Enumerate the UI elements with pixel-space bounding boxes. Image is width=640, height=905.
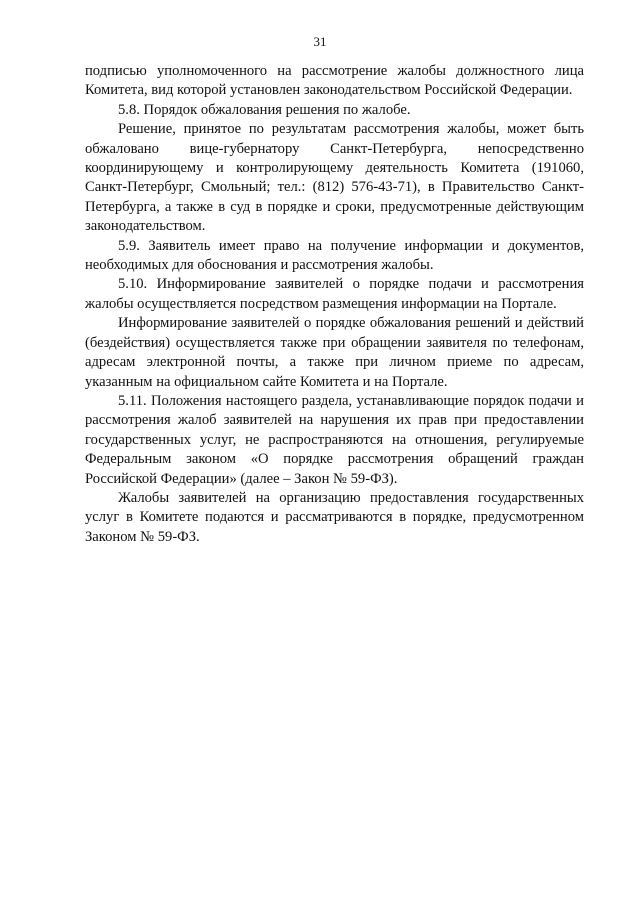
paragraph-appeal-decision: Решение, принятое по результатам рассмотрения жалобы, может быть обжаловано вице-губернатору Санкт-Петербурга, непосредственно координирующему и контролирующему деятельность Комитета (191060, Санкт-Петербург, Смольный; тел.: (812) 576-43-71), в Правительство Санкт-Петербурга, а также в суд в порядке и сроки, предусмотренные действующим законодательством. — [85, 121, 584, 235]
paragraph-complaints: Жалобы заявителей на организацию предоставления государственных услуг в Комитете подаются и рассматриваются в порядке, предусмотренном Законом № 59-ФЗ. — [85, 489, 584, 545]
paragraph-5-10: 5.10. Информирование заявителей о порядке подачи и рассмотрения жалобы осуществляется посредством размещения информации на Портале. — [85, 276, 584, 312]
paragraph-5-11: 5.11. Положения настоящего раздела, устанавливающие порядок подачи и рассмотрения жалоб заявителей на нарушения их прав при предоставлении государственных услуг, не распространяются на отношения, регулируемые Федеральным законом «О порядке рассмотрения обращений граждан Российской Федерации» (далее – Закон № 59-ФЗ). — [85, 392, 584, 487]
document-body — [85, 62, 584, 547]
paragraph-informing: Информирование заявителей о порядке обжалования решений и действий (бездействия) осуществляется также при обращении заявителя по телефонам, адресам электронной почты, а также при личном приеме по адресам, указанным на официальном сайте Комитета и на Портале. — [85, 315, 584, 390]
paragraph-continuation: подписью уполномоченного на рассмотрение жалобы должностного лица Комитета, вид которой установлен законодательством Российской Федерации. — [85, 63, 584, 99]
page-number: 31 — [313, 34, 327, 49]
paragraph-5-8-heading: 5.8. Порядок обжалования решения по жалобе. — [118, 101, 411, 118]
paragraph-5-9: 5.9. Заявитель имеет право на получение информации и документов, необходимых для обоснования и рассмотрения жалобы. — [85, 237, 584, 274]
